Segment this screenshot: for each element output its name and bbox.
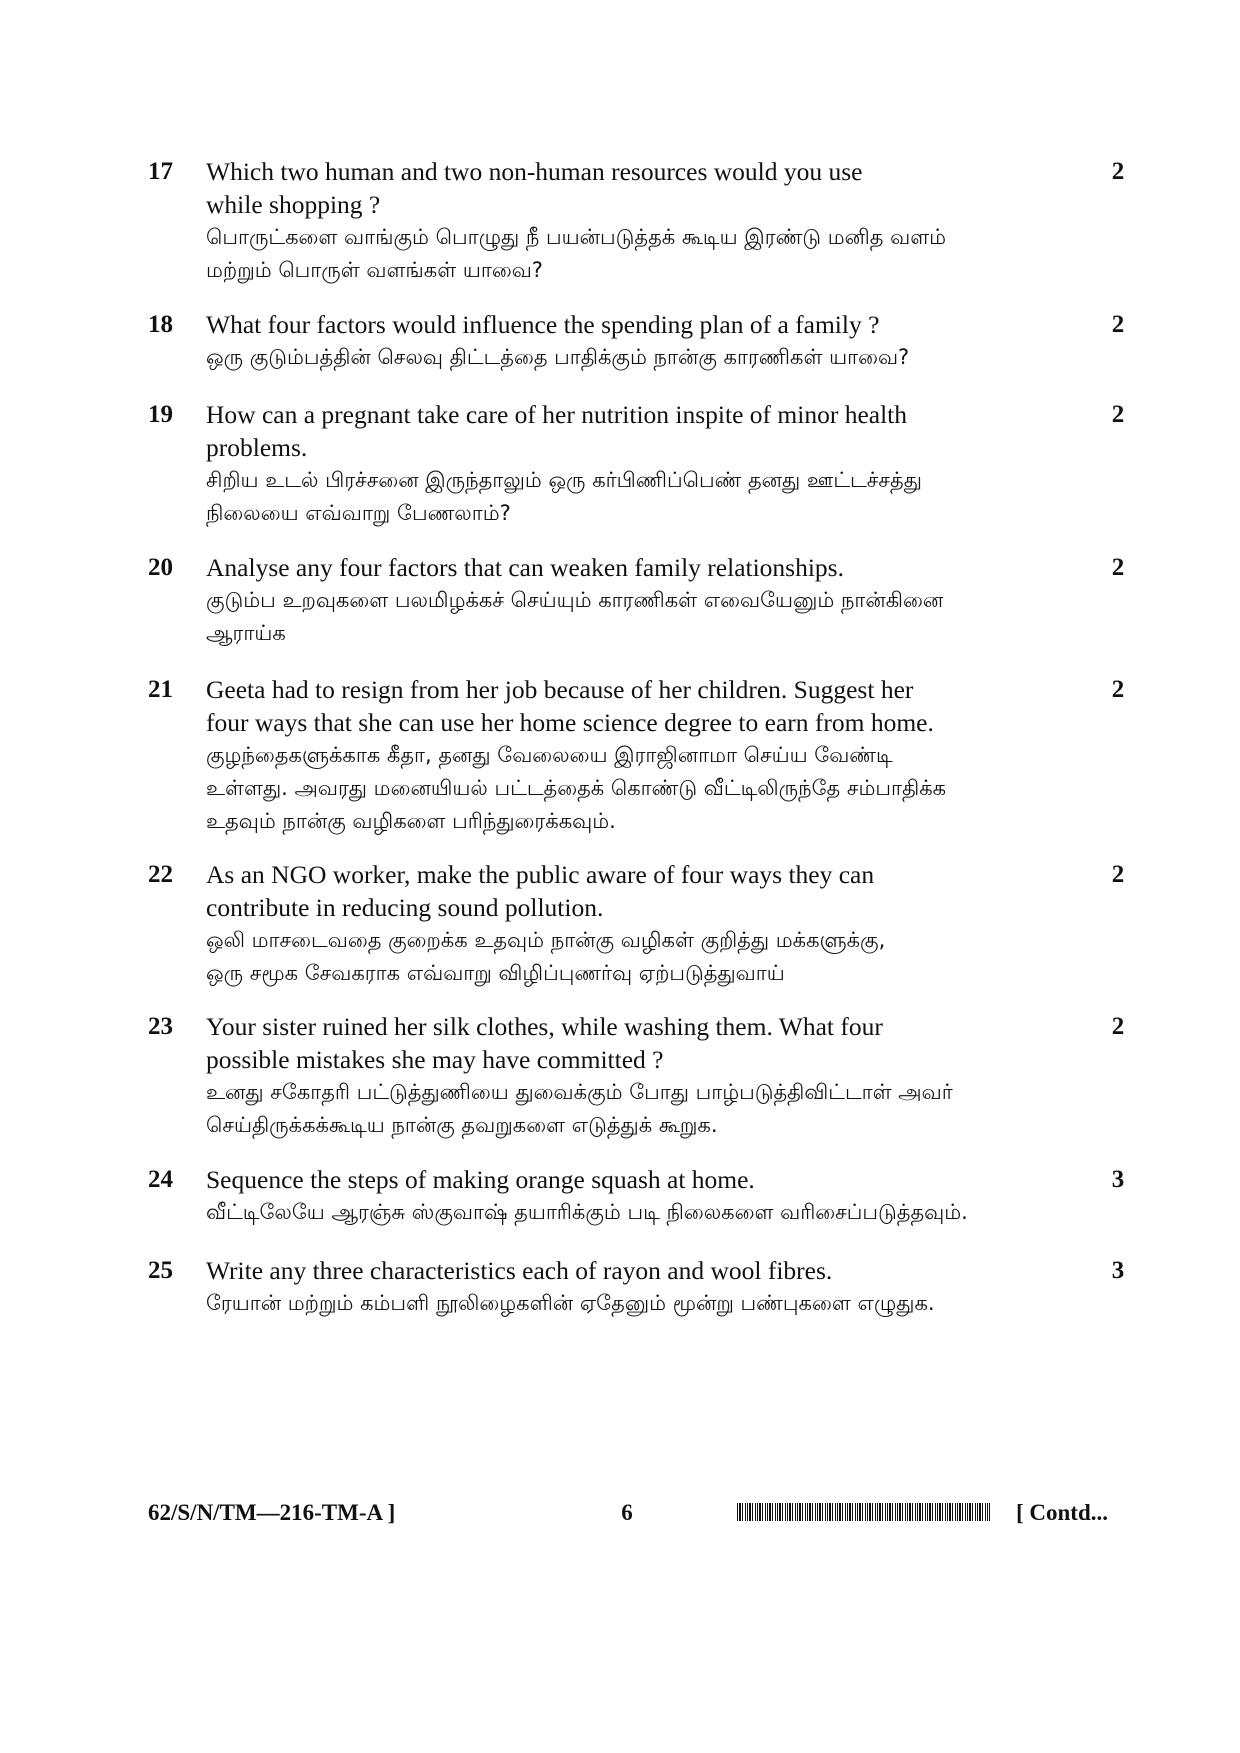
english-line: Your sister ruined her silk clothes, while washing them. What four <box>206 1012 883 1041</box>
tamil-line: மற்றும் பொருள் வளங்கள் யாவை? <box>206 258 543 282</box>
tamil-line: குடும்ப உறவுகளை பலமிழக்கச் செய்யும் காரணிகள் எவையேனும் நான்கினை <box>206 588 944 612</box>
tamil-line: ஒரு சமூக சேவகராக எவ்வாறு விழிப்புணர்வு ஏற்படுத்துவாய் <box>206 961 785 985</box>
tamil-line: ஒலி மாசடைவதை குறைக்க உதவும் நான்கு வழிகள் குறித்து மக்களுக்கு, <box>206 928 886 952</box>
tamil-line: ரேயான் மற்றும் கம்பளி நூலிழைகளின் ஏதேனும் மூன்று பண்புகளை எழுதுக. <box>206 1291 935 1315</box>
english-line: As an NGO worker, make the public aware of four ways they can <box>206 860 875 889</box>
tamil-line: குழந்தைகளுக்காக கீதா, தனது வேலையை இராஜினாமா செய்ய வேண்டி <box>206 743 893 767</box>
continued-label: [ Contd... <box>1016 1500 1109 1525</box>
english-line: Geeta had to resign from her job because of her children. Suggest her <box>206 675 914 704</box>
tamil-line: பொருட்களை வாங்கும் பொழுது நீ பயன்படுத்தக் கூடிய இரண்டு மனித வளம் <box>206 225 947 249</box>
question-text <box>206 858 1066 990</box>
tamil-line: சிறிய உடல் பிரச்சனை இருந்தாலும் ஒரு கர்பிணிப்பெண் தனது ஊட்டச்சத்து <box>206 468 922 492</box>
question-text <box>206 155 1066 287</box>
english-line: Sequence the steps of making orange squash at home. <box>206 1165 755 1194</box>
tamil-line: வீட்டிலேயே ஆரஞ்சு ஸ்குவாஷ் தயாரிக்கும் படி நிலைகளை வரிசைப்படுத்தவும். <box>206 1200 968 1224</box>
question-text <box>206 551 1066 650</box>
question-number: 20 <box>148 554 173 581</box>
question-number: 24 <box>148 1166 173 1193</box>
english-line: problems. <box>206 433 308 462</box>
tamil-line: உனது சகோதரி பட்டுத்துணியை துவைக்கும் போது பாழ்படுத்திவிட்டாள் அவர் <box>206 1080 953 1104</box>
english-line: four ways that she can use her home science degree to earn from home. <box>206 708 934 737</box>
question-number: 19 <box>148 401 173 428</box>
question-text <box>206 1163 1066 1229</box>
question-text <box>206 1254 1066 1320</box>
english-line: possible mistakes she may have committed ? <box>206 1045 664 1074</box>
question-marks: 2 <box>1111 158 1125 185</box>
english-line: What four factors would influence the spending plan of a family ? <box>206 310 880 339</box>
english-line: Analyse any four factors that can weaken family relationships. <box>206 553 844 582</box>
tamil-line: ஒரு குடும்பத்தின் செலவு திட்டத்தை பாதிக்கும் நான்கு காரணிகள் யாவை? <box>206 345 910 369</box>
question-text <box>206 673 1066 838</box>
question-text <box>206 308 1066 374</box>
tamil-line: உள்ளது. அவரது மனையியல் பட்டத்தைக் கொண்டு வீட்டிலிருந்தே சம்பாதிக்க <box>206 776 947 800</box>
tamil-line: செய்திருக்கக்கூடிய நான்கு தவறுகளை எடுத்துக் கூறுக. <box>206 1113 718 1137</box>
tamil-line: உதவும் நான்கு வழிகளை பரிந்துரைக்கவும். <box>206 809 616 833</box>
barcode <box>737 1503 990 1521</box>
question-marks: 2 <box>1111 311 1125 338</box>
question-marks: 2 <box>1111 1013 1125 1040</box>
question-marks: 2 <box>1111 401 1125 428</box>
question-marks: 3 <box>1111 1166 1125 1193</box>
question-number: 25 <box>148 1257 173 1284</box>
english-line: while shopping ? <box>206 190 381 219</box>
english-line: How can a pregnant take care of her nutrition inspite of minor health <box>206 400 908 429</box>
page-footer <box>0 1497 1240 1537</box>
tamil-line: ஆராய்க <box>206 621 286 645</box>
tamil-line: நிலையை எவ்வாறு பேணலாம்? <box>206 501 511 525</box>
question-number: 21 <box>148 676 173 703</box>
english-line: Write any three characteristics each of rayon and wool fibres. <box>206 1256 833 1285</box>
english-line: contribute in reducing sound pollution. <box>206 893 604 922</box>
question-number: 22 <box>148 861 173 888</box>
english-line: Which two human and two non-human resources would you use <box>206 157 863 186</box>
question-marks: 2 <box>1111 554 1125 581</box>
question-marks: 2 <box>1111 676 1125 703</box>
question-text <box>206 398 1066 530</box>
page-number: 6 <box>621 1500 633 1525</box>
question-number: 18 <box>148 311 173 338</box>
question-marks: 2 <box>1111 861 1125 888</box>
question-marks: 3 <box>1111 1257 1125 1284</box>
paper-code: 62/S/N/TM—216-TM-A ] <box>148 1500 396 1525</box>
question-number: 17 <box>148 158 173 185</box>
question-text <box>206 1010 1066 1142</box>
question-number: 23 <box>148 1013 173 1040</box>
